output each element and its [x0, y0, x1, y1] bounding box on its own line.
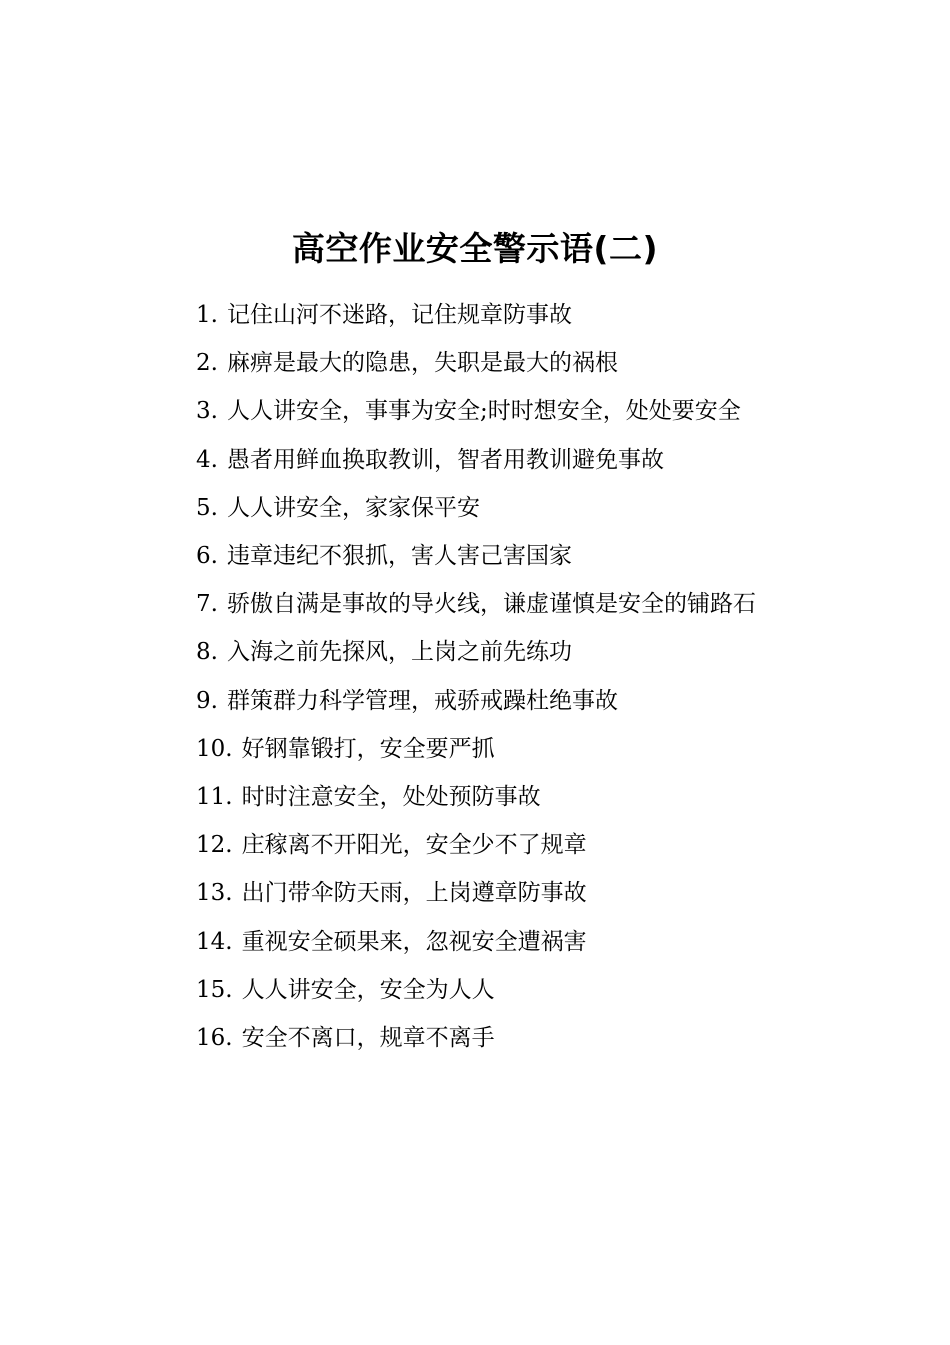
item-number: 13. — [196, 880, 233, 907]
item-number: 1. — [196, 302, 218, 328]
item-number: 15. — [196, 976, 233, 1003]
item-number: 2. — [196, 350, 218, 377]
list-item — [146, 869, 806, 917]
list-item — [146, 1014, 806, 1062]
item-text: 骄傲自满是事故的导火线，谦虚谨慎是安全的铺路石 — [226, 591, 756, 618]
item-number: 3. — [196, 398, 218, 425]
list-item — [146, 436, 806, 484]
item-number: 8. — [196, 639, 218, 666]
item-number: 16. — [196, 1025, 233, 1052]
item-text: 愚者用鲜血换取教训，智者用教训避免事故 — [226, 446, 664, 473]
list-item — [146, 291, 806, 339]
list-item — [146, 484, 806, 532]
item-text: 人人讲安全，安全为人人 — [241, 976, 495, 1003]
item-text: 群策群力科学管理，戒骄戒躁杜绝事故 — [226, 687, 618, 714]
item-text: 出门带伞防天雨，上岗遵章防事故 — [241, 880, 587, 907]
list-item — [146, 677, 806, 725]
item-number: 14. — [196, 928, 233, 955]
item-text: 人人讲安全，事事为安全;时时想安全，处处要安全 — [226, 398, 741, 425]
item-number: 9. — [196, 687, 218, 714]
item-number: 10. — [196, 735, 233, 762]
item-number: 12. — [196, 832, 233, 859]
list-item — [146, 773, 806, 821]
item-text: 违章违纪不狠抓，害人害己害国家 — [226, 543, 572, 570]
list-item — [146, 918, 806, 966]
item-text: 麻痹是最大的隐患，失职是最大的祸根 — [226, 350, 618, 377]
item-text: 庄稼离不开阳光，安全少不了规章 — [241, 832, 587, 859]
list-item — [146, 966, 806, 1014]
item-text: 入海之前先探风，上岗之前先练功 — [226, 639, 572, 666]
list-item — [146, 532, 806, 580]
document-title: 高空作业安全警示语(二) — [291, 229, 659, 268]
item-text: 好钢靠锻打，安全要严抓 — [241, 735, 495, 762]
item-text: 记住山河不迷路，记住规章防事故 — [226, 302, 572, 328]
item-text: 时时注意安全，处处预防事故 — [241, 784, 541, 811]
item-number: 4. — [196, 446, 218, 473]
list-item — [146, 339, 806, 387]
item-text: 安全不离口，规章不离手 — [241, 1025, 495, 1052]
list-item — [146, 580, 806, 628]
item-text: 人人讲安全，家家保平安 — [226, 494, 480, 521]
item-text: 重视安全硕果来，忽视安全遭祸害 — [241, 928, 587, 955]
item-number: 7. — [196, 591, 218, 618]
list-item — [146, 628, 806, 676]
list-item — [146, 387, 806, 435]
list-item — [146, 821, 806, 869]
item-number: 6. — [196, 543, 218, 570]
item-number: 11. — [196, 784, 233, 811]
item-number: 5. — [196, 494, 218, 521]
slogan-list — [146, 291, 806, 1062]
list-item — [146, 725, 806, 773]
